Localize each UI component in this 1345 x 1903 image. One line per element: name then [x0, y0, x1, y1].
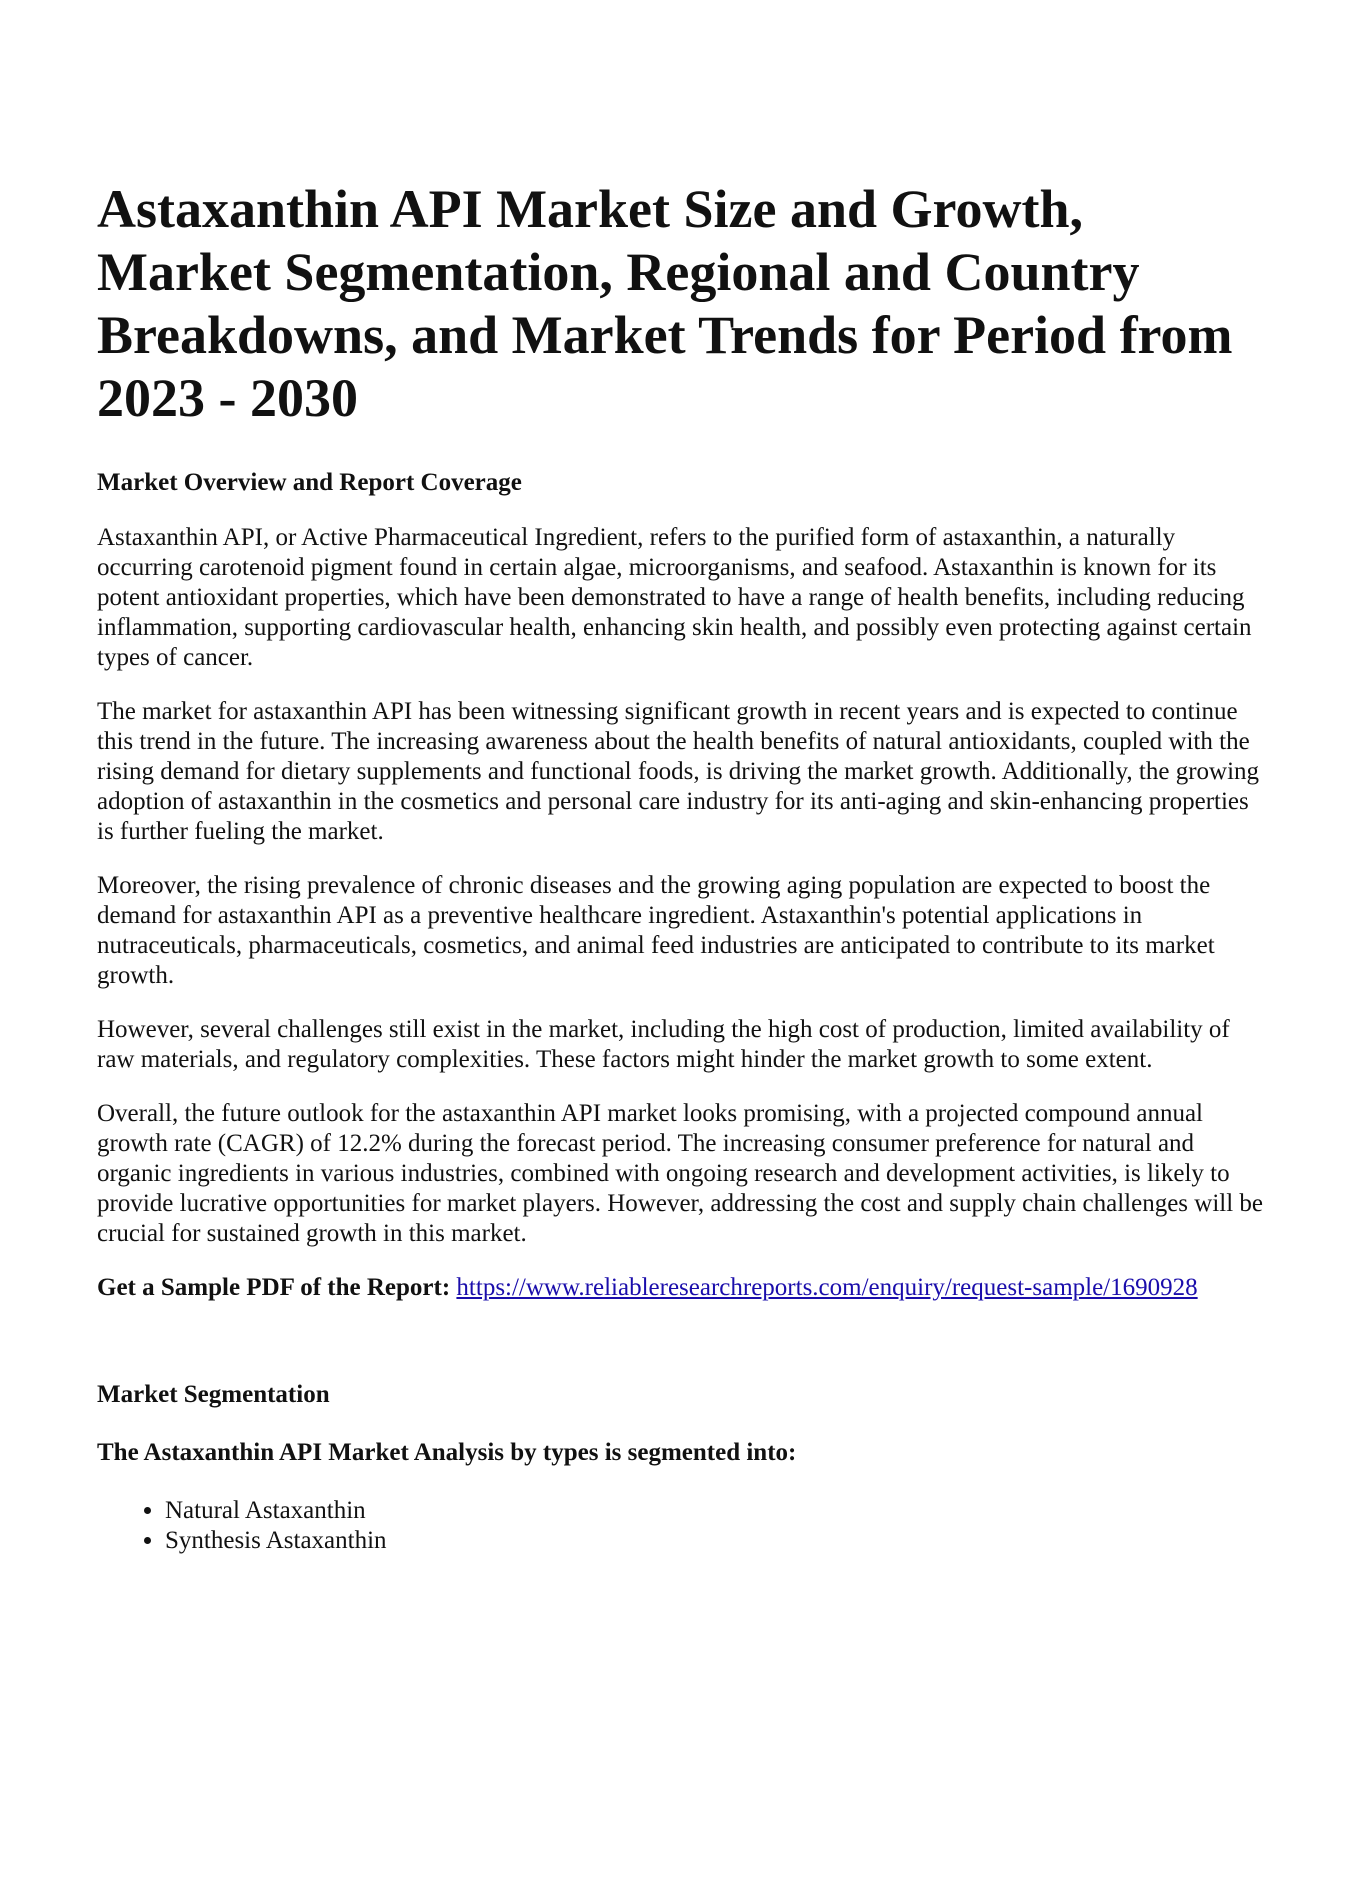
sample-pdf-label: Get a Sample PDF of the Report:: [97, 1274, 451, 1301]
overview-heading: Market Overview and Report Coverage: [97, 469, 522, 496]
overview-paragraph-1: Astaxanthin API, or Active Pharmaceutical Ingredient, refers to the purified form of astaxanthin, a naturally occurring carotenoid pigment found in certain algae, microorganisms, and seafood. Astaxanthin is known for its potent antioxidant properties, which have been demonstrated to have a range of health benefits, including reducing inflammation, supporting cardiovascular health, enhancing skin health, and possibly even protecting against certain types of cancer.: [97, 524, 1252, 671]
sample-pdf-link[interactable]: https://www.reliableresearchreports.com/enquiry/request-sample/1690928: [456, 1274, 1198, 1301]
overview-paragraph-5: Overall, the future outlook for the astaxanthin API market looks promising, with a projected compound annual growth rate (CAGR) of 12.2% during the forecast period. The increasing consumer preference for natural and organic ingredients in various industries, combined with ongoing research and development activities, is likely to provide lucrative opportunities for market players. However, addressing the cost and supply chain challenges will be crucial for sustained growth in this market.: [97, 1100, 1264, 1247]
page-title: Astaxanthin API Market Size and Growth, Market Segmentation, Regional and Country Breakdowns, and Market Trends for Period from 2023 - 2030: [97, 179, 1233, 428]
types-list: [97, 1496, 1267, 1556]
list-item: • Synthesis Astaxanthin: [165, 1526, 1267, 1556]
report-page: [97, 178, 1267, 1556]
overview-paragraph-4: However, several challenges still exist in the market, including the high cost of production, limited availability of raw materials, and regulatory complexities. These factors might hinder the market growth to some extent.: [97, 1016, 1230, 1073]
segmentation-heading: Market Segmentation: [97, 1381, 330, 1408]
types-heading: The Astaxanthin API Market Analysis by types is segmented into:: [97, 1439, 797, 1466]
sample-pdf-line: [97, 1273, 1267, 1303]
overview-paragraph-3: Moreover, the rising prevalence of chronic diseases and the growing aging population are expected to boost the demand for astaxanthin API as a preventive healthcare ingredient. Astaxanthin's potential applications in nutraceuticals, pharmaceuticals, cosmetics, and animal feed industries are anticipated to contribute to its market growth.: [97, 872, 1215, 989]
list-item: • Natural Astaxanthin: [165, 1496, 1267, 1526]
overview-paragraph-2: The market for astaxanthin API has been witnessing significant growth in recent years and is expected to continue this trend in the future. The increasing awareness about the health benefits of natural antioxidants, coupled with the rising demand for dietary supplements and functional foods, is driving the market growth. Additionally, the growing adoption of astaxanthin in the cosmetics and personal care industry for its anti-aging and skin-enhancing properties is further fueling the market.: [97, 698, 1260, 845]
